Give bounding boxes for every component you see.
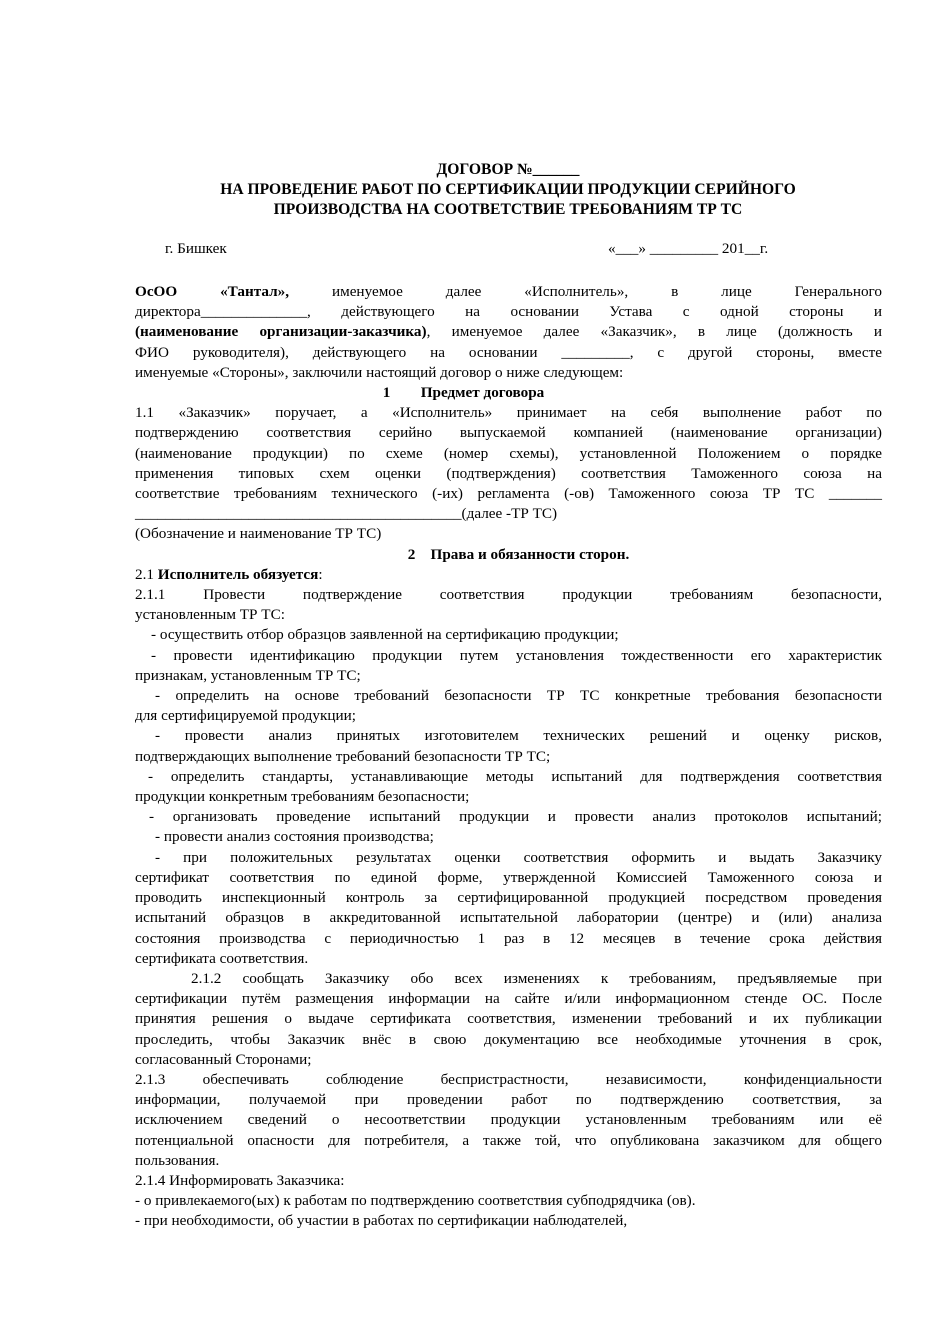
clause-2-1-4: 2.1.4 Информировать Заказчика:	[135, 1171, 345, 1189]
bullet-item: - провести идентификацию продукции путем установления тождественности его характеристик	[151, 646, 882, 664]
clause-2-1-3-line: пользования.	[135, 1151, 220, 1169]
bullet-item-cont: сертификат соответствия по единой форме, утвержденной Комиссией Таможенного союза и	[135, 868, 882, 886]
subsection-title: Исполнитель обязуется	[157, 565, 319, 583]
bullet-item-cont: проводить инспекционный контроль за сертифицированной продукцией посредством проведения	[135, 889, 882, 907]
section-1-line: подтверждению соответствия серийно выпускаемой компанией (наименование организации)	[135, 424, 882, 442]
section-1-line: 1.1 «Заказчик» поручает, а «Исполнитель» принимает на себя выполнение работ по	[135, 404, 882, 422]
contract-date: «___» _________ 201__г.	[608, 240, 769, 257]
bullet-item: - провести анализ состояния производства;	[155, 828, 434, 846]
section-1-line: соответствие требованиям технического (-их) регламента (-ов) Таможенного союза ТР ТС _______	[135, 485, 882, 503]
customer-name: (наименование организации-заказчика)	[135, 323, 427, 341]
preamble-text: , именуемое далее «Заказчик», в лице (должность и	[426, 323, 882, 341]
preamble-line: именуемые «Стороны», заключили настоящий договор о ниже следующем:	[135, 363, 624, 381]
section-1-heading: 1 Предмет договора	[382, 384, 545, 402]
contract-city: г. Бишкек	[165, 240, 227, 257]
bullet-item-cont: признакам, установленным ТР ТС;	[135, 666, 361, 684]
section-1-line: (наименование продукции) по схеме (номер схемы), установленной Положением о порядке	[135, 444, 882, 462]
clause-2-1-4-bullet: - о привлекаемого(ых) к работам по подтверждению соответствия субподрядчика (ов).	[135, 1192, 696, 1210]
contract-body	[135, 282, 882, 1232]
bullet-item-cont: для сертифицируемой продукции;	[135, 707, 356, 725]
preamble-text: именуемое далее «Исполнитель», в лице Генерального	[289, 283, 883, 300]
clause-2-1-2-line: проследить, чтобы Заказчик внёс в свою документацию все необходимые уточнения в срок,	[135, 1030, 882, 1048]
bullet-item-cont: подтверждающих выполнение требований безопасности ТР ТС;	[135, 747, 551, 765]
bullet-item: - определить на основе требований безопасности ТР ТС конкретные требования безопасности	[155, 687, 882, 705]
bullet-item-cont: сертификата соответствия.	[135, 949, 309, 967]
clause-2-1-3-line: исключением сведений о несоответствии продукции установленным требованиям или её	[135, 1111, 882, 1129]
preamble-line: директора______________, действующего на основании Устава с одной стороны и	[135, 303, 882, 321]
contract-subtitle-line-1: НА ПРОВЕДЕНИЕ РАБОТ ПО СЕРТИФИКАЦИИ ПРОДУКЦИИ СЕРИЙНОГО	[220, 181, 796, 198]
bullet-item-cont: испытаний образцов в аккредитованной испытательной лаборатории (центре) и (или) анализа	[135, 909, 882, 927]
bullet-item-cont: состояния производства с периодичностью 1 раз в 12 месяцев в течение срока действия	[135, 929, 882, 947]
clause-2-1-1-line: установленным ТР ТС:	[135, 606, 285, 624]
bullet-item: - осуществить отбор образцов заявленной на сертификацию продукции;	[151, 626, 619, 644]
clause-2-1-3-line: 2.1.3 обеспечивать соблюдение беспристрастности, независимости, конфиденциальности	[135, 1070, 882, 1088]
clause-2-1-2-line: согласованный Сторонами;	[135, 1050, 312, 1068]
subsection-colon: :	[318, 565, 323, 583]
clause-2-1-3-line: информации, получаемой при проведении работ по подтверждению соответствия, за	[135, 1091, 882, 1109]
executor-name: ОсОО «Тантал»,	[135, 283, 290, 300]
clause-2-1-2-line: 2.1.2 сообщать Заказчику обо всех изменениях к требованиям, предъявляемые при	[191, 969, 882, 987]
bullet-item: - определить стандарты, устанавливающие методы испытаний для подтверждения соответствия	[148, 767, 882, 785]
subsection-2-1	[135, 565, 882, 585]
preamble-line: ФИО руководителя), действующего на основании _________, с другой стороны, вместе	[135, 343, 882, 361]
clause-2-1-2-line: принятия решения о выдаче сертификата соответствия, изменении требований и их публикации	[135, 1010, 882, 1028]
bullet-item: - при положительных результатах оценки соответствия оформить и выдать Заказчику	[155, 848, 882, 866]
bullet-item-cont: продукции конкретным требованиям безопасности;	[135, 788, 470, 806]
section-1-note: (Обозначение и наименование ТР ТС)	[135, 525, 382, 543]
contract-title: ДОГОВОР №______	[436, 161, 580, 178]
clause-2-1-3-line: потенциальной опасности для потребителя, а также той, что опубликована заказчиком для общего	[135, 1131, 882, 1149]
section-1-line: ___________________________________________(далее -ТР ТС)	[135, 505, 558, 523]
preamble-line	[135, 282, 882, 302]
section-2-heading: 2 Права и обязанности сторон.	[407, 545, 630, 563]
preamble-line	[135, 322, 882, 342]
clause-2-1-2-line: сертификации путём размещения информации на сайте и/или информационном стенде ОС. После	[135, 990, 882, 1008]
clause-2-1-4-bullet: - при необходимости, об участии в работах по сертификации наблюдателей,	[135, 1212, 628, 1230]
contract-subtitle-line-2: ПРОИЗВОДСТВА НА СООТВЕТСТВИЕ ТРЕБОВАНИЯМ ТР ТС	[273, 201, 743, 218]
subsection-number: 2.1	[135, 565, 158, 583]
bullet-item: - организовать проведение испытаний продукции и провести анализ протоколов испытаний;	[149, 808, 882, 826]
section-1-line: применения типовых схем оценки (подтверждения) соответствия Таможенного союза на	[135, 464, 882, 482]
bullet-item: - провести анализ принятых изготовителем технических решений и оценку рисков,	[155, 727, 882, 745]
clause-2-1-1-line: 2.1.1 Провести подтверждение соответствия продукции требованиям безопасности,	[135, 586, 882, 604]
